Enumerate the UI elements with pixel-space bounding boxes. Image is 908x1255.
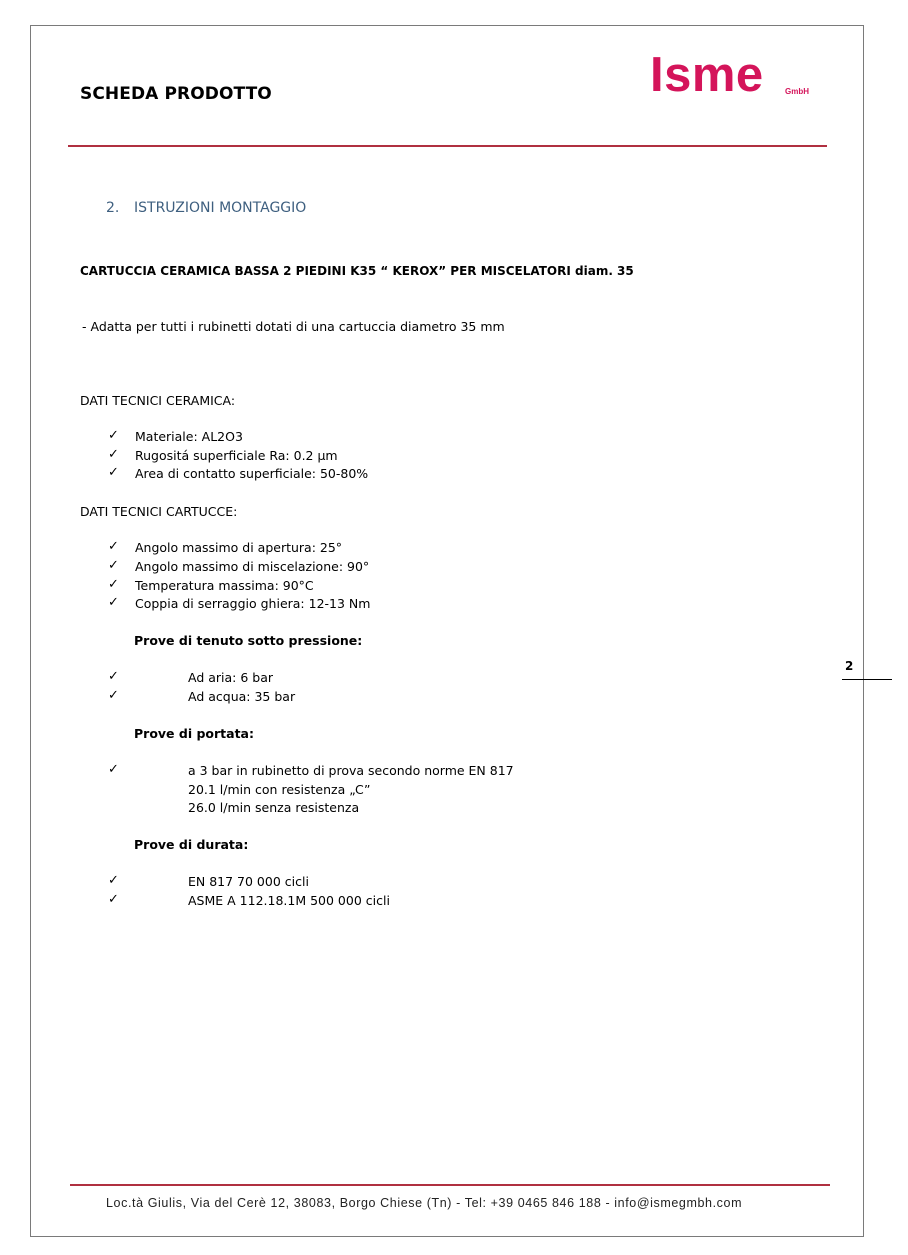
check-icon: ✓ — [108, 577, 119, 592]
pressione-item: Ad aria: 6 bar — [188, 670, 274, 685]
portata-line: 20.1 l/min con resistenza „C” — [188, 782, 371, 797]
ceramica-item: Area di contatto superficiale: 50-80% — [135, 466, 369, 481]
product-title: CARTUCCIA CERAMICA BASSA 2 PIEDINI K35 “ KEROX” PER MISCELATORI diam. 35 — [80, 264, 634, 278]
product-note: - Adatta per tutti i rubinetti dotati di una cartuccia diametro 35 mm — [82, 319, 505, 334]
durata-heading: Prove di durata: — [134, 837, 249, 852]
check-icon: ✓ — [108, 428, 119, 443]
header-divider — [68, 145, 827, 147]
check-icon: ✓ — [108, 595, 119, 610]
section-number: 2. — [106, 200, 120, 216]
footer-contact: Loc.tà Giulis, Via del Cerè 12, 38083, Borgo Chiese (Tn) - Tel: +39 0465 846 188 - info@ismegmbh.com — [106, 1196, 743, 1210]
page-number: 2 — [845, 659, 854, 673]
check-icon: ✓ — [108, 558, 119, 573]
portata-heading: Prove di portata: — [134, 726, 254, 741]
document-title: SCHEDA PRODOTTO — [80, 84, 272, 104]
pressione-heading: Prove di tenuto sotto pressione: — [134, 633, 363, 648]
ceramica-item: Materiale: AL2O3 — [135, 429, 243, 444]
check-icon: ✓ — [108, 688, 119, 703]
check-icon: ✓ — [108, 762, 119, 777]
company-logo: Isme — [650, 48, 764, 102]
cartucce-item: Angolo massimo di apertura: 25° — [135, 540, 343, 555]
company-logo-suffix: GmbH — [785, 87, 809, 96]
durata-item: EN 817 70 000 cicli — [188, 874, 309, 889]
portata-line: a 3 bar in rubinetto di prova secondo norme EN 817 — [188, 763, 514, 778]
cartucce-item: Coppia di serraggio ghiera: 12-13 Nm — [135, 596, 371, 611]
ceramica-item: Rugositá superficiale Ra: 0.2 µm — [135, 448, 338, 463]
check-icon: ✓ — [108, 873, 119, 888]
check-icon: ✓ — [108, 892, 119, 907]
ceramica-heading: DATI TECNICI CERAMICA: — [80, 393, 236, 408]
footer-divider — [70, 1184, 830, 1186]
cartucce-item: Temperatura massima: 90°C — [135, 578, 314, 593]
page-number-underline — [842, 679, 892, 680]
check-icon: ✓ — [108, 465, 119, 480]
section-heading — [106, 200, 306, 216]
section-heading-text: ISTRUZIONI MONTAGGIO — [134, 200, 307, 216]
cartucce-item: Angolo massimo di miscelazione: 90° — [135, 559, 370, 574]
check-icon: ✓ — [108, 447, 119, 462]
cartucce-heading: DATI TECNICI CARTUCCE: — [80, 504, 238, 519]
check-icon: ✓ — [108, 539, 119, 554]
check-icon: ✓ — [108, 669, 119, 684]
pressione-item: Ad acqua: 35 bar — [188, 689, 296, 704]
portata-line: 26.0 l/min senza resistenza — [188, 800, 360, 815]
durata-item: ASME A 112.18.1M 500 000 cicli — [188, 893, 390, 908]
